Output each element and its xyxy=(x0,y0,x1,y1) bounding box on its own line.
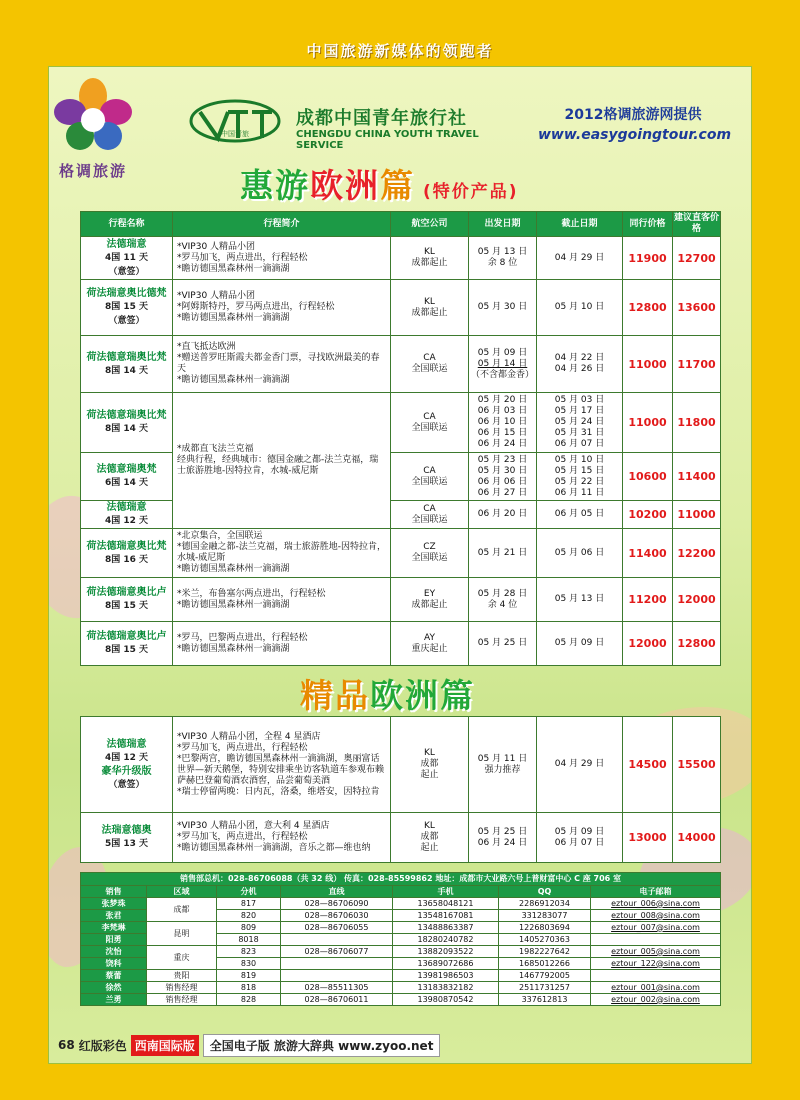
table-row: 法瑞意德奥 5国 13 天 *VIP30 人精品小团，意大利 4 星酒店 *罗马加飞，两点进出，行程轻松 *瞻访德国黑森林州一滴滴湖，音乐之都—维也纳 KL 成都 起止 05 月 25 日 06 月 24 日 05 月 09 日 06 月 07 日 13000 14000 xyxy=(81,813,721,863)
page-number: 68 xyxy=(58,1038,75,1052)
peer-price: 14500 xyxy=(623,717,673,813)
retail-price: 11000 xyxy=(673,501,721,529)
retail-price: 12200 xyxy=(673,529,721,578)
retail-price: 15500 xyxy=(673,717,721,813)
retail-price: 12800 xyxy=(673,622,721,666)
top-banner: 中国旅游新媒体的领跑者 xyxy=(306,42,494,60)
email-link[interactable]: eztour_008@sina.com xyxy=(591,910,721,922)
logo-text: 格调旅游 xyxy=(58,162,127,180)
email-link[interactable]: eztour_001@sina.com xyxy=(591,982,721,994)
agency-name-en: CHENGDU CHINA YOUTH TRAVEL SERVICE xyxy=(296,129,479,151)
peer-price: 11000 xyxy=(623,393,673,453)
email-link[interactable]: eztour_007@sina.com xyxy=(591,922,721,934)
brand-logo xyxy=(28,78,158,198)
footer-url[interactable]: www.zyoo.net xyxy=(338,1038,434,1053)
contact-banner-row: 销售部总机：028-86706088（共 32 线） 传真：028-85599862 地址：成都市大业路六号上普财富中心 C 座 706 室 xyxy=(81,873,721,886)
edition-badge: 西南国际版 xyxy=(131,1035,199,1056)
contact-row: 兰勇 销售经理 828 028—86706011 13980870542 337612813 eztour_002@sina.com xyxy=(81,994,721,1006)
table-row: 法德瑞意 4国 12 天 CA 全国联运 06 月 20 日 06 月 05 日 10200 11000 xyxy=(81,501,721,529)
retail-price: 12000 xyxy=(673,578,721,622)
email-link[interactable]: eztour_005@sina.com xyxy=(591,946,721,958)
peer-price: 10200 xyxy=(623,501,673,529)
retail-price: 11700 xyxy=(673,336,721,393)
peer-price: 11000 xyxy=(623,336,673,393)
peer-price: 10600 xyxy=(623,453,673,501)
contact-row: 阳勇 8018 18280240782 1405270363 xyxy=(81,934,721,946)
agency-header xyxy=(188,98,528,151)
special-offer-table xyxy=(80,211,721,666)
premium-table xyxy=(80,716,721,863)
email-link[interactable]: eztour_006@sina.com xyxy=(591,898,721,910)
footer-edition: 全国电子版 旅游大辞典 www.zyoo.net xyxy=(203,1034,441,1057)
peer-price: 11400 xyxy=(623,529,673,578)
peer-price: 13000 xyxy=(623,813,673,863)
peer-price: 12000 xyxy=(623,622,673,666)
contact-row: 李梵琳 昆明 809 028—86706055 13488863387 1226803694 eztour_007@sina.com xyxy=(81,922,721,934)
table-row: 荷法德意瑞奥比梵 8国 14 天 *直飞抵达欧洲 *赠送普罗旺斯霞夫都金香门票，寻找欧洲最美的春天 *瞻访德国黑森林州一滴滴湖 CA 全国联运 05 月 09 日 05 月 14 日 （不含都金香） 04 月 22 日 04 月 26 日 11000 11700 xyxy=(81,336,721,393)
table-row: 法德意瑞奥梵 6国 14 天 CA 全国联运 05 月 23 日 05 月 30 日 06 月 06 日 06 月 27 日 05 月 10 日 05 月 15 日 05 月 22 日 06 月 11 日 10600 11400 xyxy=(81,453,721,501)
retail-price: 14000 xyxy=(673,813,721,863)
peer-price: 11200 xyxy=(623,578,673,622)
retail-price: 13600 xyxy=(673,280,721,336)
agency-emblem-icon xyxy=(188,98,283,144)
table-row: 荷法德瑞意奥比梵 8国 16 天 *北京集合，全国联运 *德国金融之都-法兰克福，瑞士旅游胜地-因特拉肯，水城-威尼斯 *瞻访德国黑森林州一滴滴湖 CZ 全国联运 05 月 21 日 05 月 06 日 11400 12200 xyxy=(81,529,721,578)
contact-row: 沈怡 重庆 823 028—86706077 13882093522 1982227642 eztour_005@sina.com xyxy=(81,946,721,958)
peer-price: 11900 xyxy=(623,237,673,280)
retail-price: 11800 xyxy=(673,393,721,453)
contact-row: 张君 820 028—86706030 13548167081 331283077 eztour_008@sina.com xyxy=(81,910,721,922)
table-row: 荷法德意瑞奥比梵 8国 14 天 *成都直飞法兰克福 经典行程，经典城市：德国金融之都-法兰克福，瑞士旅游胜地-因特拉肯，水城-威尼斯 CA 全国联运 05 月 20 日 06 月 03 日 06 月 10 日 06 月 15 日 06 月 24 日 05 月 03 日 05 月 17 日 05 月 24 日 05 月 31 日 06 月 07 日 11000 11800 xyxy=(81,393,721,453)
section2-title: 精品欧洲篇 xyxy=(300,676,475,715)
retail-price: 12700 xyxy=(673,237,721,280)
table-row: 法德瑞意 4国 11 天 （意签） *VIP30 人精品小团 *罗马加飞，两点进出，行程轻松 *瞻访德国黑森林州一滴滴湖 KL 成都起止 05 月 13 日 余 8 位 04 月 29 日 11900 12700 xyxy=(81,237,721,280)
page-footer xyxy=(58,1034,440,1056)
table-header-row: 行程名称 行程简介 航空公司 出发日期 截止日期 同行价格 建议直客价格 xyxy=(81,212,721,237)
contact-header-row: 销售 区域 分机 直线 手机 QQ 电子邮箱 xyxy=(81,886,721,898)
table-row: 荷法瑞意奥比德梵 8国 15 天 （意签） *VIP30 人精品小团 *阿姆斯特丹，罗马两点进出，行程轻松 *瞻访德国黑森林州一滴滴湖 KL 成都起止 05 月 30 日 05 月 10 日 12800 13600 xyxy=(81,280,721,336)
contact-table xyxy=(80,872,721,1006)
provider-url[interactable]: www.easygoingtour.com xyxy=(538,127,732,143)
contact-row: 饶科 830 13689072686 1685012266 eztour_122@sina.com xyxy=(81,958,721,970)
footer-label: 红版彩色 xyxy=(78,1038,127,1053)
provider-info xyxy=(538,104,732,143)
agency-emblem-text: 中国青旅 xyxy=(221,130,249,138)
agency-name-cn: 成都中国青年旅行社 xyxy=(296,108,467,129)
flower-logo-icon xyxy=(50,78,136,158)
table-row: 荷法德瑞意奥比卢 8国 15 天 *罗马，巴黎两点进出，行程轻松 *瞻访德国黑森林州一滴滴湖 AY 重庆起止 05 月 25 日 05 月 09 日 12000 12800 xyxy=(81,622,721,666)
contact-row: 徐然 销售经理 818 028—85511305 13183832182 2511731257 eztour_001@sina.com xyxy=(81,982,721,994)
section1-title: 惠游欧洲篇 (特价产品) xyxy=(240,166,519,205)
retail-price: 11400 xyxy=(673,453,721,501)
contact-row: 蔡蕾 贵阳 819 13981986503 1467792005 xyxy=(81,970,721,982)
contact-row: 张梦珠 成都 817 028—86706090 13658048121 2286912034 eztour_006@sina.com xyxy=(81,898,721,910)
email-link[interactable]: eztour_002@sina.com xyxy=(591,994,721,1006)
table-row: 法德瑞意 4国 12 天 豪华升级版 （意签） *VIP30 人精品小团，全程 4 星酒店 *罗马加飞，两点进出，行程轻松 *巴黎两宫，瞻访德国黑森林州一滴滴湖，奥丽富话世界—新天鹅堡，特别安排乘坐访客轨道车参观布赖萨赫巴登葡萄酒农酒窖，品尝葡萄美酒 *瑞士停留两晚：日内瓦，洛桑，维塔安，因特拉肯 KL 成都 起止 05 月 11 日 强力推荐 04 月 29 日 14500 15500 xyxy=(81,717,721,813)
email-link[interactable]: eztour_122@sina.com xyxy=(591,958,721,970)
provider-line: 2012格调旅游网提供 xyxy=(564,107,702,123)
peer-price: 12800 xyxy=(623,280,673,336)
table-row: 荷法德瑞意奥比卢 8国 15 天 *米兰，布鲁塞尔两点进出，行程轻松 *瞻访德国黑森林州一滴滴湖 EY 成都起止 05 月 28 日 余 4 位 05 月 13 日 11200 12000 xyxy=(81,578,721,622)
